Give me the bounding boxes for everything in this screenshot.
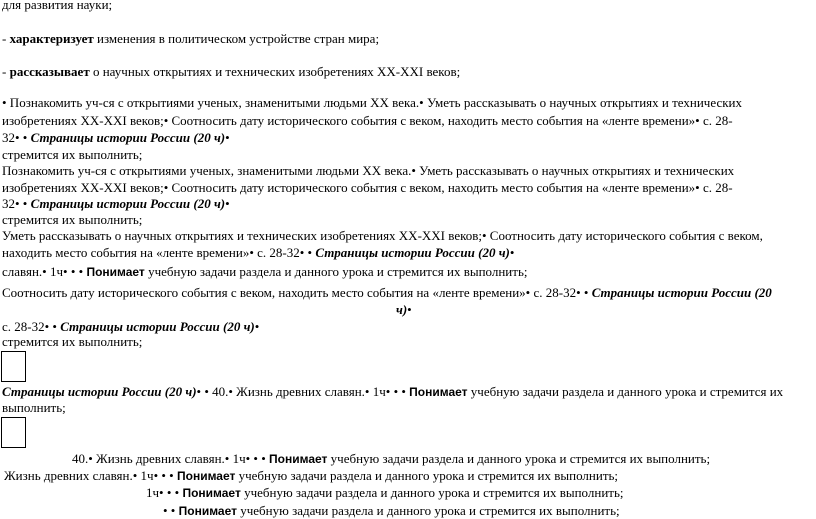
line-6-pre: 32• • <box>2 130 31 145</box>
line-8-text: Познакомить уч-ся с открытиями ученых, знаменитыми людьми XX века.• Уметь рассказывать о научных открытиях и технических <box>2 163 735 178</box>
section-title: Страницы истории России (20 ч) <box>30 196 226 211</box>
line-19-mid: • • 40.• Жизнь древних славян.• 1ч• • • <box>196 384 410 399</box>
bold-term: Понимает <box>177 469 236 483</box>
line-20-text: выполнить; <box>2 400 66 415</box>
dash: - <box>2 31 10 46</box>
bold-term: характеризует <box>9 31 94 46</box>
line-6 <box>2 130 230 146</box>
line-24 <box>163 503 620 519</box>
section-title: Страницы истории России (20 ч) <box>30 130 226 145</box>
line-3 <box>2 64 460 80</box>
line-22-text: учебную задачи раздела и данного урока и стремится их выполнить; <box>235 468 619 483</box>
bullet: • <box>407 302 412 317</box>
line-8 <box>2 163 734 179</box>
line-14 <box>2 264 527 280</box>
line-7-text: стремится их выполнить; <box>2 147 143 162</box>
line-13-pre: находить место события на «ленте времени»• с. 28-32• • <box>2 245 316 260</box>
line-9-text: изобретениях XX-XXI веков;• Соотносить дату исторического события с веком, находить место события на «ленте времени»• с. 28- <box>2 180 733 195</box>
line-14-text: учебную задачи раздела и данного урока и стремится их выполнить; <box>144 264 528 279</box>
line-12 <box>2 228 763 244</box>
section-title-tail: ч) <box>396 302 408 317</box>
bullet: • <box>225 130 230 145</box>
bullet: • <box>254 319 260 334</box>
line-10 <box>2 196 230 212</box>
line-22 <box>4 468 618 484</box>
line-10-pre: 32• • <box>2 196 31 211</box>
line-11-text: стремится их выполнить; <box>2 212 143 227</box>
line-23 <box>146 485 624 501</box>
line-7 <box>2 147 142 163</box>
line-9 <box>2 180 733 196</box>
bold-term: Понимает <box>409 385 468 399</box>
line-19 <box>2 384 783 400</box>
line-16 <box>396 302 412 318</box>
section-title: Страницы истории России (20 ч) <box>2 384 197 399</box>
line-5 <box>2 113 733 129</box>
line-1 <box>2 0 112 13</box>
bold-term: рассказывает <box>9 64 90 79</box>
line-17 <box>2 319 259 335</box>
line-11 <box>2 212 142 228</box>
line-23-pre: 1ч• • • <box>146 485 183 500</box>
line-15 <box>2 285 772 301</box>
section-title: Страницы истории России (20 <box>591 285 772 300</box>
line-21-pre: 40.• Жизнь древних славян.• 1ч• • • <box>72 451 270 466</box>
line-13 <box>2 245 514 261</box>
line-15-pre: Соотносить дату исторического события с веком, находить место события на «ленте времени»• с. 28-32• • <box>2 285 592 300</box>
bold-term: Понимает <box>86 265 145 279</box>
line-4 <box>2 95 742 111</box>
empty-box <box>1 417 26 448</box>
bold-term: Понимает <box>269 452 328 466</box>
empty-box <box>1 351 26 382</box>
line-1-text: для развития науки; <box>2 0 113 12</box>
line-22-pre: Жизнь древних славян.• 1ч• • • <box>4 468 177 483</box>
line-2-text: изменения в политическом устройстве стран мира; <box>93 31 380 46</box>
line-18 <box>2 334 142 350</box>
bullet: • <box>225 196 230 211</box>
line-19-text: учебную задачи раздела и данного урока и стремится их <box>467 384 784 399</box>
line-5-text: изобретениях XX-XXI веков;• Соотносить дату исторического события с веком, находить место события на «ленте времени»• с. 28- <box>2 113 733 128</box>
line-17-pre: с. 28-32• • <box>2 319 61 334</box>
dash: - <box>2 64 10 79</box>
line-3-text: о научных открытиях и технических изобретениях XX-XXI веков; <box>89 64 461 79</box>
bold-term: Понимает <box>178 504 237 518</box>
line-18-text: стремится их выполнить; <box>2 334 143 349</box>
line-20 <box>2 400 66 416</box>
line-24-text: учебную задачи раздела и данного урока и стремится их выполнить; <box>236 503 620 518</box>
line-12-text: Уметь рассказывать о научных открытиях и технических изобретениях XX-XXI веков;• Соотносить дату исторического события с веком, <box>2 228 763 243</box>
line-4-text: • Познакомить уч-ся с открытиями ученых, знаменитыми людьми XX века.• Уметь рассказывать о научных открытиях и технических <box>2 95 742 110</box>
line-2 <box>2 31 379 47</box>
section-title: Страницы истории России (20 ч) <box>315 245 510 260</box>
line-23-text: учебную задачи раздела и данного урока и стремится их выполнить; <box>240 485 624 500</box>
line-21-text: учебную задачи раздела и данного урока и стремится их выполнить; <box>327 451 711 466</box>
bold-term: Понимает <box>182 486 241 500</box>
line-21 <box>72 451 710 467</box>
section-title: Страницы истории России (20 ч) <box>60 319 255 334</box>
bullet: • <box>509 245 515 260</box>
line-14-pre: славян.• 1ч• • • <box>2 264 87 279</box>
line-24-pre: • • <box>163 503 179 518</box>
